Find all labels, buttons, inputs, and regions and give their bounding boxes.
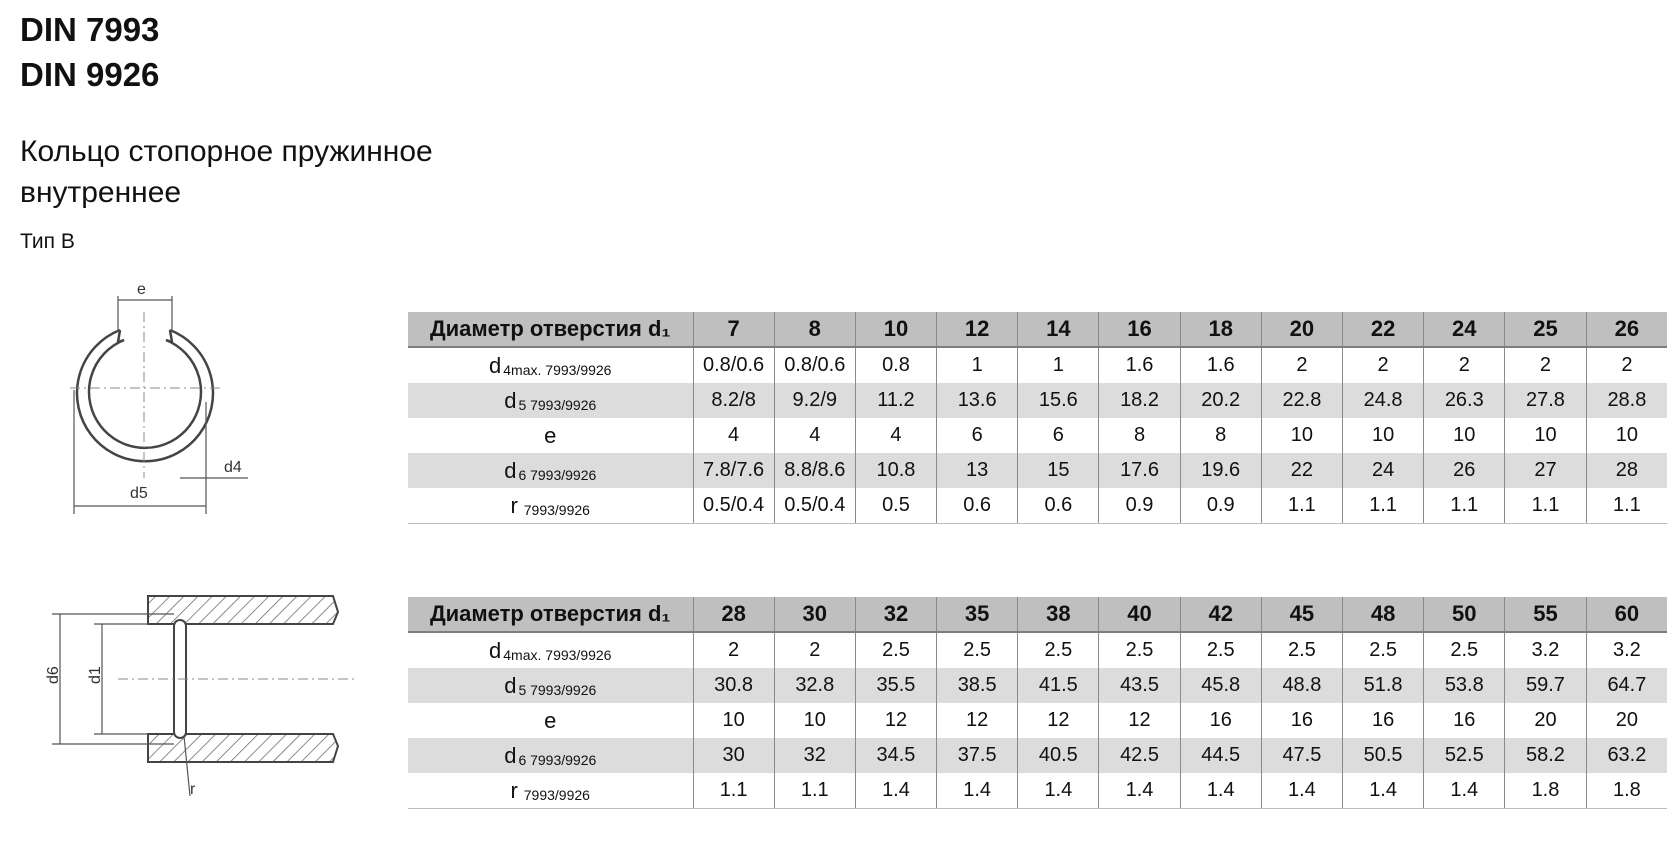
standard-din-7993: DIN 7993 (20, 11, 160, 48)
table-row (408, 668, 1667, 703)
table-row (408, 488, 1667, 524)
table-cell: 2.5 (1180, 632, 1261, 668)
row-label-symbol: d (504, 387, 517, 413)
diameter-column-header: 38 (1018, 597, 1099, 632)
table-cell: 18.2 (1099, 383, 1180, 418)
row-label (408, 488, 693, 524)
table-cell: 2.5 (937, 632, 1018, 668)
table-cell: 19.6 (1180, 453, 1261, 488)
row-label-symbol: d (489, 352, 502, 378)
table-cell: 48.8 (1261, 668, 1342, 703)
table-cell: 12 (937, 703, 1018, 738)
table-cell: 8 (1099, 418, 1180, 453)
table-cell: 3.2 (1505, 632, 1586, 668)
table-cell: 11.2 (855, 383, 936, 418)
table-cell: 51.8 (1343, 668, 1424, 703)
table-cell: 4 (774, 418, 855, 453)
table-cell: 1 (937, 347, 1018, 383)
table-cell: 43.5 (1099, 668, 1180, 703)
diameter-column-header: 40 (1099, 597, 1180, 632)
row-label (408, 383, 693, 418)
label-r: r (190, 781, 196, 798)
table-cell: 27.8 (1505, 383, 1586, 418)
hole-diameter-header: Диаметр отверстия d₁ (408, 312, 693, 347)
diameter-column-header: 8 (774, 312, 855, 347)
table-row (408, 347, 1667, 383)
table-row (408, 453, 1667, 488)
row-label (408, 668, 693, 703)
table-row (408, 418, 1667, 453)
label-d1: d1 (87, 666, 104, 684)
row-label-symbol: r (510, 492, 518, 518)
row-label (408, 632, 693, 668)
table-cell: 2 (693, 632, 774, 668)
row-label-subscript: 7993/9926 (519, 501, 590, 518)
table-cell: 6 (1018, 418, 1099, 453)
diameter-column-header: 25 (1505, 312, 1586, 347)
diameter-column-header: 22 (1343, 312, 1424, 347)
table-cell: 1.1 (1261, 488, 1342, 524)
ring-lug-left (118, 330, 124, 342)
table-cell: 1.4 (1180, 773, 1261, 809)
groove-section-drawing (38, 586, 358, 830)
table-cell: 10 (1586, 418, 1667, 453)
diameter-column-header: 16 (1099, 312, 1180, 347)
table-cell: 2 (774, 632, 855, 668)
row-label (408, 738, 693, 773)
table-cell: 1.4 (1261, 773, 1342, 809)
table-cell: 2.5 (1424, 632, 1505, 668)
table-header-row (408, 312, 1667, 347)
table-cell: 53.8 (1424, 668, 1505, 703)
table-cell: 1.4 (1343, 773, 1424, 809)
row-label (408, 347, 693, 383)
table-cell: 50.5 (1343, 738, 1424, 773)
table-cell: 1.4 (937, 773, 1018, 809)
diameter-column-header: 48 (1343, 597, 1424, 632)
table-cell: 0.6 (1018, 488, 1099, 524)
diameter-column-header: 20 (1261, 312, 1342, 347)
table-cell: 0.5/0.4 (693, 488, 774, 524)
table-cell: 26.3 (1424, 383, 1505, 418)
table-cell: 0.6 (937, 488, 1018, 524)
diameter-column-header: 10 (855, 312, 936, 347)
table-cell: 0.5/0.4 (774, 488, 855, 524)
table-cell: 12 (855, 703, 936, 738)
table-cell: 1.4 (1424, 773, 1505, 809)
table-cell: 10 (1343, 418, 1424, 453)
table-cell: 1.4 (1018, 773, 1099, 809)
table-cell: 30 (693, 738, 774, 773)
standard-din-9926: DIN 9926 (20, 56, 160, 93)
table-cell: 0.8/0.6 (774, 347, 855, 383)
table-cell: 28.8 (1586, 383, 1667, 418)
table-cell: 1.1 (1343, 488, 1424, 524)
table-cell: 16 (1343, 703, 1424, 738)
table-cell: 59.7 (1505, 668, 1586, 703)
table-cell: 24.8 (1343, 383, 1424, 418)
table-cell: 12 (1099, 703, 1180, 738)
row-label-subscript: 4max. 7993/9926 (503, 361, 612, 378)
row-label-subscript: 6 7993/9926 (518, 466, 597, 483)
ring-lug-right (166, 330, 172, 342)
diameter-column-header: 55 (1505, 597, 1586, 632)
table-cell: 35.5 (855, 668, 936, 703)
table-cell: 1.6 (1099, 347, 1180, 383)
table-cell: 1.8 (1505, 773, 1586, 809)
table-row (408, 773, 1667, 809)
row-label-symbol: r (510, 777, 518, 803)
table-cell: 1.1 (1586, 488, 1667, 524)
row-label-subscript: 5 7993/9926 (518, 681, 597, 698)
diameter-column-header: 42 (1180, 597, 1261, 632)
table-cell: 1.4 (855, 773, 936, 809)
table-cell: 16 (1180, 703, 1261, 738)
table-cell: 2.5 (855, 632, 936, 668)
row-label-subscript: 7993/9926 (519, 786, 590, 803)
row-label (408, 773, 693, 809)
table-row (408, 738, 1667, 773)
table-cell: 37.5 (937, 738, 1018, 773)
diameter-column-header: 30 (774, 597, 855, 632)
table-cell: 0.9 (1099, 488, 1180, 524)
table-cell: 2 (1343, 347, 1424, 383)
table-cell: 2.5 (1343, 632, 1424, 668)
row-label-subscript: 4max. 7993/9926 (503, 646, 612, 663)
table-cell: 10 (1261, 418, 1342, 453)
table-cell: 1.1 (774, 773, 855, 809)
table-row (408, 383, 1667, 418)
table-cell: 2.5 (1099, 632, 1180, 668)
table-cell: 32 (774, 738, 855, 773)
ring-drawing (62, 281, 282, 562)
hole-diameter-header: Диаметр отверстия d₁ (408, 597, 693, 632)
diameter-column-header: 12 (937, 312, 1018, 347)
table-cell: 1.8 (1586, 773, 1667, 809)
row-label-symbol: e (544, 422, 557, 448)
row-label-subscript: 5 7993/9926 (518, 396, 597, 413)
table-cell: 38.5 (937, 668, 1018, 703)
table-row (408, 703, 1667, 738)
row-label (408, 453, 693, 488)
table-cell: 13.6 (937, 383, 1018, 418)
table-cell: 17.6 (1099, 453, 1180, 488)
table-cell: 6 (937, 418, 1018, 453)
table-cell: 32.8 (774, 668, 855, 703)
table-cell: 4 (693, 418, 774, 453)
product-title: Кольцо стопорное пружинное внутреннее (20, 135, 433, 209)
table-row (408, 632, 1667, 668)
table-cell: 15 (1018, 453, 1099, 488)
table-cell: 10 (774, 703, 855, 738)
table-cell: 42.5 (1099, 738, 1180, 773)
row-label-symbol: d (504, 672, 517, 698)
diameter-column-header: 35 (937, 597, 1018, 632)
table-cell: 16 (1261, 703, 1342, 738)
table-cell: 2.5 (1261, 632, 1342, 668)
table-cell: 1 (1018, 347, 1099, 383)
table-cell: 24 (1343, 453, 1424, 488)
diameter-column-header: 28 (693, 597, 774, 632)
row-label-symbol: d (489, 637, 502, 663)
table-cell: 8.2/8 (693, 383, 774, 418)
row-label-symbol: e (544, 707, 557, 733)
housing-top (148, 596, 338, 624)
table-cell: 22.8 (1261, 383, 1342, 418)
housing-bottom (148, 734, 338, 762)
spec-table-d1-28-60 (408, 597, 1667, 809)
table-cell: 3.2 (1586, 632, 1667, 668)
table-cell: 64.7 (1586, 668, 1667, 703)
table-cell: 44.5 (1180, 738, 1261, 773)
table-cell: 45.8 (1180, 668, 1261, 703)
label-d5: d5 (130, 485, 148, 502)
table-cell: 8 (1180, 418, 1261, 453)
table-cell: 2 (1586, 347, 1667, 383)
table-cell: 0.5 (855, 488, 936, 524)
diameter-column-header: 14 (1018, 312, 1099, 347)
diameter-column-header: 45 (1261, 597, 1342, 632)
table-cell: 9.2/9 (774, 383, 855, 418)
row-label (408, 703, 693, 738)
table-cell: 2 (1424, 347, 1505, 383)
table-cell: 0.9 (1180, 488, 1261, 524)
table-cell: 10 (693, 703, 774, 738)
table-cell: 27 (1505, 453, 1586, 488)
table-cell: 1.4 (1099, 773, 1180, 809)
table-cell: 10 (1424, 418, 1505, 453)
spec-table-d1-7-26 (408, 312, 1667, 524)
table-cell: 8.8/8.6 (774, 453, 855, 488)
table-cell: 1.1 (693, 773, 774, 809)
table-cell: 1.6 (1180, 347, 1261, 383)
table-cell: 2.5 (1018, 632, 1099, 668)
row-label-symbol: d (504, 742, 517, 768)
table-header-row (408, 597, 1667, 632)
table-cell: 30.8 (693, 668, 774, 703)
table-cell: 2 (1261, 347, 1342, 383)
ring-outer-arc (77, 330, 213, 461)
type-label: Тип B (20, 230, 75, 253)
table-cell: 7.8/7.6 (693, 453, 774, 488)
table-cell: 13 (937, 453, 1018, 488)
table-cell: 1.1 (1505, 488, 1586, 524)
row-label (408, 418, 693, 453)
table-cell: 26 (1424, 453, 1505, 488)
ring-inner-arc (89, 340, 201, 448)
table-cell: 2 (1505, 347, 1586, 383)
table-cell: 20 (1586, 703, 1667, 738)
table-cell: 10 (1505, 418, 1586, 453)
table-cell: 10.8 (855, 453, 936, 488)
row-label-subscript: 6 7993/9926 (518, 751, 597, 768)
table-cell: 52.5 (1424, 738, 1505, 773)
table-cell: 63.2 (1586, 738, 1667, 773)
diameter-column-header: 60 (1586, 597, 1667, 632)
table-cell: 16 (1424, 703, 1505, 738)
diameter-column-header: 26 (1586, 312, 1667, 347)
row-label-symbol: d (504, 457, 517, 483)
table-cell: 34.5 (855, 738, 936, 773)
table-cell: 15.6 (1018, 383, 1099, 418)
table-cell: 41.5 (1018, 668, 1099, 703)
table-cell: 20.2 (1180, 383, 1261, 418)
table-cell: 58.2 (1505, 738, 1586, 773)
diameter-column-header: 18 (1180, 312, 1261, 347)
label-d4: d4 (224, 459, 242, 476)
table-cell: 47.5 (1261, 738, 1342, 773)
table-cell: 28 (1586, 453, 1667, 488)
label-e: e (137, 281, 146, 298)
table-cell: 1.1 (1424, 488, 1505, 524)
diameter-column-header: 24 (1424, 312, 1505, 347)
diameter-column-header: 7 (693, 312, 774, 347)
label-d6: d6 (45, 666, 62, 684)
table-cell: 22 (1261, 453, 1342, 488)
table-cell: 4 (855, 418, 936, 453)
diameter-column-header: 32 (855, 597, 936, 632)
table-cell: 20 (1505, 703, 1586, 738)
table-cell: 0.8/0.6 (693, 347, 774, 383)
table-cell: 12 (1018, 703, 1099, 738)
table-cell: 40.5 (1018, 738, 1099, 773)
table-cell: 0.8 (855, 347, 936, 383)
diameter-column-header: 50 (1424, 597, 1505, 632)
